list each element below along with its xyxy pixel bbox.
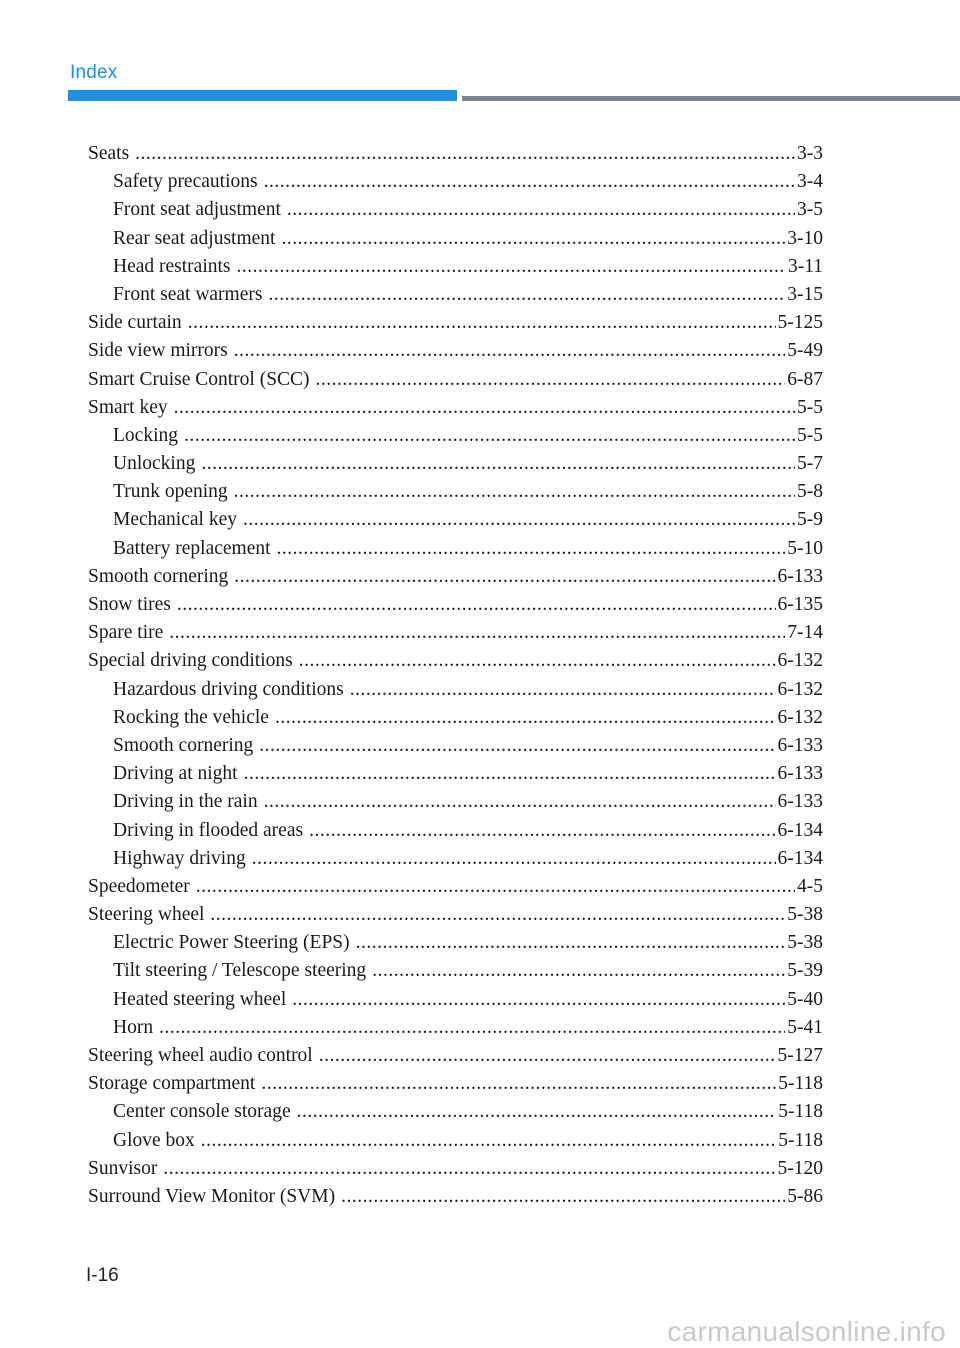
dot-leader bbox=[188, 309, 776, 337]
dot-leader bbox=[319, 1042, 776, 1070]
dot-leader bbox=[259, 732, 775, 760]
index-entry bbox=[88, 337, 823, 365]
index-subentry bbox=[88, 676, 823, 704]
entry-page-ref: 6-132 bbox=[777, 650, 823, 672]
dot-leader bbox=[135, 140, 795, 168]
index-subentry bbox=[88, 422, 823, 450]
entry-label: Electric Power Steering (EPS) bbox=[113, 932, 350, 954]
entry-page-ref: 3-10 bbox=[787, 227, 823, 249]
entry-page-ref: 3-5 bbox=[797, 199, 823, 221]
dot-leader bbox=[184, 422, 795, 450]
dot-leader bbox=[169, 619, 785, 647]
index-list bbox=[88, 140, 823, 1211]
entry-page-ref: 5-38 bbox=[787, 932, 823, 954]
index-subentry bbox=[88, 986, 823, 1014]
dot-leader bbox=[261, 1070, 776, 1098]
dot-leader bbox=[174, 394, 795, 422]
entry-page-ref: 6-87 bbox=[787, 368, 823, 390]
dot-leader bbox=[264, 168, 795, 196]
section-title: Index bbox=[70, 62, 118, 83]
entry-label: Special driving conditions bbox=[88, 650, 293, 672]
entry-label: Unlocking bbox=[113, 453, 196, 475]
entry-label: Driving in flooded areas bbox=[113, 819, 304, 841]
index-subentry bbox=[88, 1127, 823, 1155]
entry-page-ref: 5-86 bbox=[787, 1185, 823, 1207]
entry-label: Side view mirrors bbox=[88, 340, 228, 362]
dot-leader bbox=[252, 845, 776, 873]
entry-page-ref: 4-5 bbox=[797, 875, 823, 897]
entry-page-ref: 7-14 bbox=[787, 622, 823, 644]
dot-leader bbox=[268, 281, 785, 309]
entry-label: Center console storage bbox=[113, 1101, 291, 1123]
entry-label: Spare tire bbox=[88, 622, 164, 644]
entry-page-ref: 6-134 bbox=[777, 847, 823, 869]
index-subentry bbox=[88, 845, 823, 873]
entry-page-ref: 3-3 bbox=[797, 143, 823, 164]
dot-leader bbox=[163, 1155, 775, 1183]
dot-leader bbox=[316, 366, 786, 394]
entry-page-ref: 5-127 bbox=[777, 1045, 823, 1066]
index-subentry bbox=[88, 788, 823, 816]
entry-label: Surround View Monitor (SVM) bbox=[88, 1185, 336, 1207]
index-subentry bbox=[88, 957, 823, 985]
index-entry bbox=[88, 366, 823, 394]
dot-leader bbox=[299, 647, 776, 675]
entry-label: Battery replacement bbox=[113, 537, 271, 559]
entry-label: Speedometer bbox=[88, 875, 190, 897]
dot-leader bbox=[243, 506, 795, 534]
entry-page-ref: 3-11 bbox=[787, 255, 823, 277]
index-entry bbox=[88, 1070, 823, 1098]
entry-label: Tilt steering / Telescope steering bbox=[113, 960, 367, 982]
dot-leader bbox=[177, 591, 776, 619]
entry-label: Horn bbox=[113, 1016, 154, 1038]
dot-leader bbox=[275, 704, 776, 732]
dot-leader bbox=[309, 817, 775, 845]
entry-page-ref: 5-5 bbox=[797, 424, 823, 446]
index-entry bbox=[88, 591, 823, 619]
dot-leader bbox=[297, 1098, 777, 1126]
entry-page-ref: 5-120 bbox=[777, 1157, 823, 1179]
entry-label: Highway driving bbox=[113, 847, 246, 869]
dot-leader bbox=[287, 196, 795, 224]
dot-leader bbox=[201, 1127, 776, 1155]
entry-page-ref: 6-133 bbox=[777, 763, 823, 785]
index-entry bbox=[88, 1155, 823, 1183]
index-entry bbox=[88, 140, 823, 168]
entry-label: Smooth cornering bbox=[113, 734, 254, 756]
dot-leader bbox=[159, 1014, 785, 1042]
dot-leader bbox=[201, 450, 795, 478]
header-divider-rule bbox=[462, 96, 960, 101]
entry-page-ref: 5-8 bbox=[797, 481, 823, 503]
entry-page-ref: 3-15 bbox=[787, 283, 823, 305]
entry-label: Seats bbox=[88, 143, 130, 164]
index-entry bbox=[88, 309, 823, 337]
index-entry bbox=[88, 619, 823, 647]
index-subentry bbox=[88, 225, 823, 253]
index-subentry bbox=[88, 929, 823, 957]
entry-page-ref: 5-9 bbox=[797, 509, 823, 531]
watermark-text: carmanualsonline.info bbox=[667, 1316, 946, 1347]
index-entry bbox=[88, 1042, 823, 1070]
dot-leader bbox=[234, 478, 795, 506]
entry-page-ref: 5-118 bbox=[778, 1073, 823, 1095]
entry-label: Rocking the vehicle bbox=[113, 706, 269, 728]
entry-page-ref: 5-40 bbox=[787, 988, 823, 1010]
entry-label: Heated steering wheel bbox=[113, 988, 287, 1010]
header-accent-rule bbox=[68, 90, 457, 101]
entry-page-ref: 5-118 bbox=[778, 1129, 823, 1151]
entry-label: Steering wheel bbox=[88, 904, 205, 926]
entry-label: Locking bbox=[113, 424, 178, 446]
dot-leader bbox=[281, 225, 785, 253]
entry-label: Smart key bbox=[88, 396, 168, 418]
index-entry bbox=[88, 873, 823, 901]
entry-page-ref: 5-5 bbox=[797, 396, 823, 418]
index-subentry bbox=[88, 253, 823, 281]
entry-page-ref: 5-10 bbox=[787, 537, 823, 559]
dot-leader bbox=[237, 253, 786, 281]
entry-page-ref: 5-41 bbox=[787, 1016, 823, 1038]
index-subentry bbox=[88, 281, 823, 309]
entry-label: Front seat warmers bbox=[113, 283, 263, 305]
entry-page-ref: 6-134 bbox=[777, 819, 823, 841]
entry-page-ref: 3-4 bbox=[797, 171, 823, 193]
entry-page-ref: 5-7 bbox=[797, 453, 823, 475]
page-number: I-16 bbox=[86, 1265, 119, 1286]
dot-leader bbox=[196, 873, 795, 901]
entry-label: Mechanical key bbox=[113, 509, 237, 531]
entry-page-ref: 5-118 bbox=[778, 1101, 823, 1123]
dot-leader bbox=[244, 760, 776, 788]
entry-page-ref: 6-133 bbox=[777, 565, 823, 587]
entry-page-ref: 6-133 bbox=[777, 734, 823, 756]
dot-leader bbox=[350, 676, 776, 704]
entry-label: Hazardous driving conditions bbox=[113, 678, 344, 700]
index-entry bbox=[88, 394, 823, 422]
index-subentry bbox=[88, 168, 823, 196]
index-subentry bbox=[88, 450, 823, 478]
entry-label: Trunk opening bbox=[113, 481, 228, 503]
entry-label: Smart Cruise Control (SCC) bbox=[88, 368, 310, 390]
dot-leader bbox=[264, 788, 776, 816]
dot-leader bbox=[234, 337, 786, 365]
entry-page-ref: 6-135 bbox=[777, 594, 823, 615]
index-subentry bbox=[88, 732, 823, 760]
index-entry bbox=[88, 647, 823, 675]
entry-label: Safety precautions bbox=[113, 171, 258, 193]
entry-label: Snow tires bbox=[88, 594, 171, 615]
dot-leader bbox=[372, 957, 785, 985]
entry-label: Steering wheel audio control bbox=[88, 1045, 313, 1066]
index-subentry bbox=[88, 196, 823, 224]
index-entry bbox=[88, 901, 823, 929]
entry-label: Rear seat adjustment bbox=[113, 227, 276, 249]
index-subentry bbox=[88, 1014, 823, 1042]
entry-label: Storage compartment bbox=[88, 1073, 256, 1095]
index-subentry bbox=[88, 535, 823, 563]
entry-label: Driving in the rain bbox=[113, 791, 258, 813]
index-subentry bbox=[88, 760, 823, 788]
dot-leader bbox=[356, 929, 786, 957]
index-subentry bbox=[88, 506, 823, 534]
entry-page-ref: 6-133 bbox=[777, 791, 823, 813]
entry-label: Driving at night bbox=[113, 763, 238, 785]
index-entry bbox=[88, 1183, 823, 1211]
entry-label: Side curtain bbox=[88, 312, 182, 334]
entry-page-ref: 5-125 bbox=[777, 312, 823, 334]
entry-page-ref: 5-39 bbox=[787, 960, 823, 982]
entry-page-ref: 5-49 bbox=[787, 340, 823, 362]
entry-label: Head restraints bbox=[113, 255, 231, 277]
dot-leader bbox=[277, 535, 786, 563]
dot-leader bbox=[292, 986, 785, 1014]
dot-leader bbox=[234, 563, 775, 591]
entry-page-ref: 6-132 bbox=[777, 678, 823, 700]
entry-label: Smooth cornering bbox=[88, 565, 229, 587]
entry-label: Sunvisor bbox=[88, 1157, 158, 1179]
entry-label: Glove box bbox=[113, 1129, 195, 1151]
dot-leader bbox=[210, 901, 785, 929]
index-subentry bbox=[88, 478, 823, 506]
entry-label: Front seat adjustment bbox=[113, 199, 281, 221]
entry-page-ref: 6-132 bbox=[777, 706, 823, 728]
index-entry bbox=[88, 563, 823, 591]
dot-leader bbox=[341, 1183, 785, 1211]
index-subentry bbox=[88, 817, 823, 845]
index-subentry bbox=[88, 1098, 823, 1126]
index-subentry bbox=[88, 704, 823, 732]
entry-page-ref: 5-38 bbox=[787, 904, 823, 926]
